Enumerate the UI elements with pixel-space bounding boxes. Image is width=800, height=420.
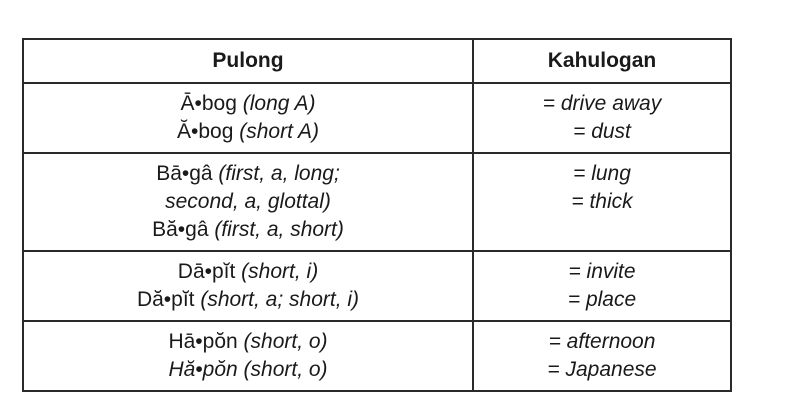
word-line <box>24 118 472 146</box>
pronunciation-note: (first, a, short) <box>208 218 344 241</box>
pronunciation-note: (short, a; short, i) <box>194 288 360 311</box>
word-line <box>24 90 472 118</box>
meaning-line: = dust <box>573 120 631 143</box>
table-header-row <box>24 40 730 82</box>
header-pulong: Pulong <box>24 40 474 82</box>
meaning-line: = thick <box>571 190 633 213</box>
pronunciation-note: (first, a, long; <box>212 162 340 185</box>
meaning-line: = invite <box>568 260 636 283</box>
meaning-line: = place <box>567 288 637 311</box>
header-kahulogan: Kahulogan <box>547 49 657 72</box>
word-text: Hă•pŏn <box>168 358 238 381</box>
pronunciation-note: (short A) <box>233 120 319 143</box>
word-cell <box>24 252 474 320</box>
meaning-line: = afternoon <box>548 330 656 353</box>
word-cell <box>24 154 474 250</box>
pronunciation-note: (short, o) <box>237 358 328 381</box>
word-text: Ă•bog <box>177 120 234 143</box>
table-row <box>24 320 730 390</box>
meaning-line: = drive away <box>542 92 662 115</box>
word-line <box>24 188 472 216</box>
word-line <box>24 356 472 384</box>
pronunciation-note: (long A) <box>236 92 316 115</box>
pronunciation-note: (short, i) <box>235 260 319 283</box>
meaning-line: = Japanese <box>547 358 657 381</box>
table-row <box>24 82 730 152</box>
meaning-cell <box>474 84 730 152</box>
word-text: Bā•gâ <box>156 162 213 185</box>
word-line <box>24 258 472 286</box>
pronunciation-note: (short, o) <box>237 330 328 353</box>
word-text: Bă•gâ <box>152 218 209 241</box>
word-text: Hā•pŏn <box>168 330 238 353</box>
word-text: Dă•pĭt <box>136 288 195 311</box>
word-line <box>24 328 472 356</box>
meaning-cell <box>474 252 730 320</box>
meaning-cell <box>474 322 730 390</box>
word-cell <box>24 322 474 390</box>
table-row <box>24 250 730 320</box>
word-cell <box>24 84 474 152</box>
meaning-line: = lung <box>573 162 631 185</box>
word-text: Dā•pĭt <box>177 260 236 283</box>
word-line <box>24 160 472 188</box>
word-text: Ā•bog <box>180 92 237 115</box>
table-row <box>24 152 730 250</box>
pronunciation-note: second, a, glottal) <box>165 190 331 213</box>
meaning-cell <box>474 154 730 250</box>
pronunciation-table <box>22 38 732 392</box>
word-line <box>24 216 472 244</box>
word-line <box>24 286 472 314</box>
